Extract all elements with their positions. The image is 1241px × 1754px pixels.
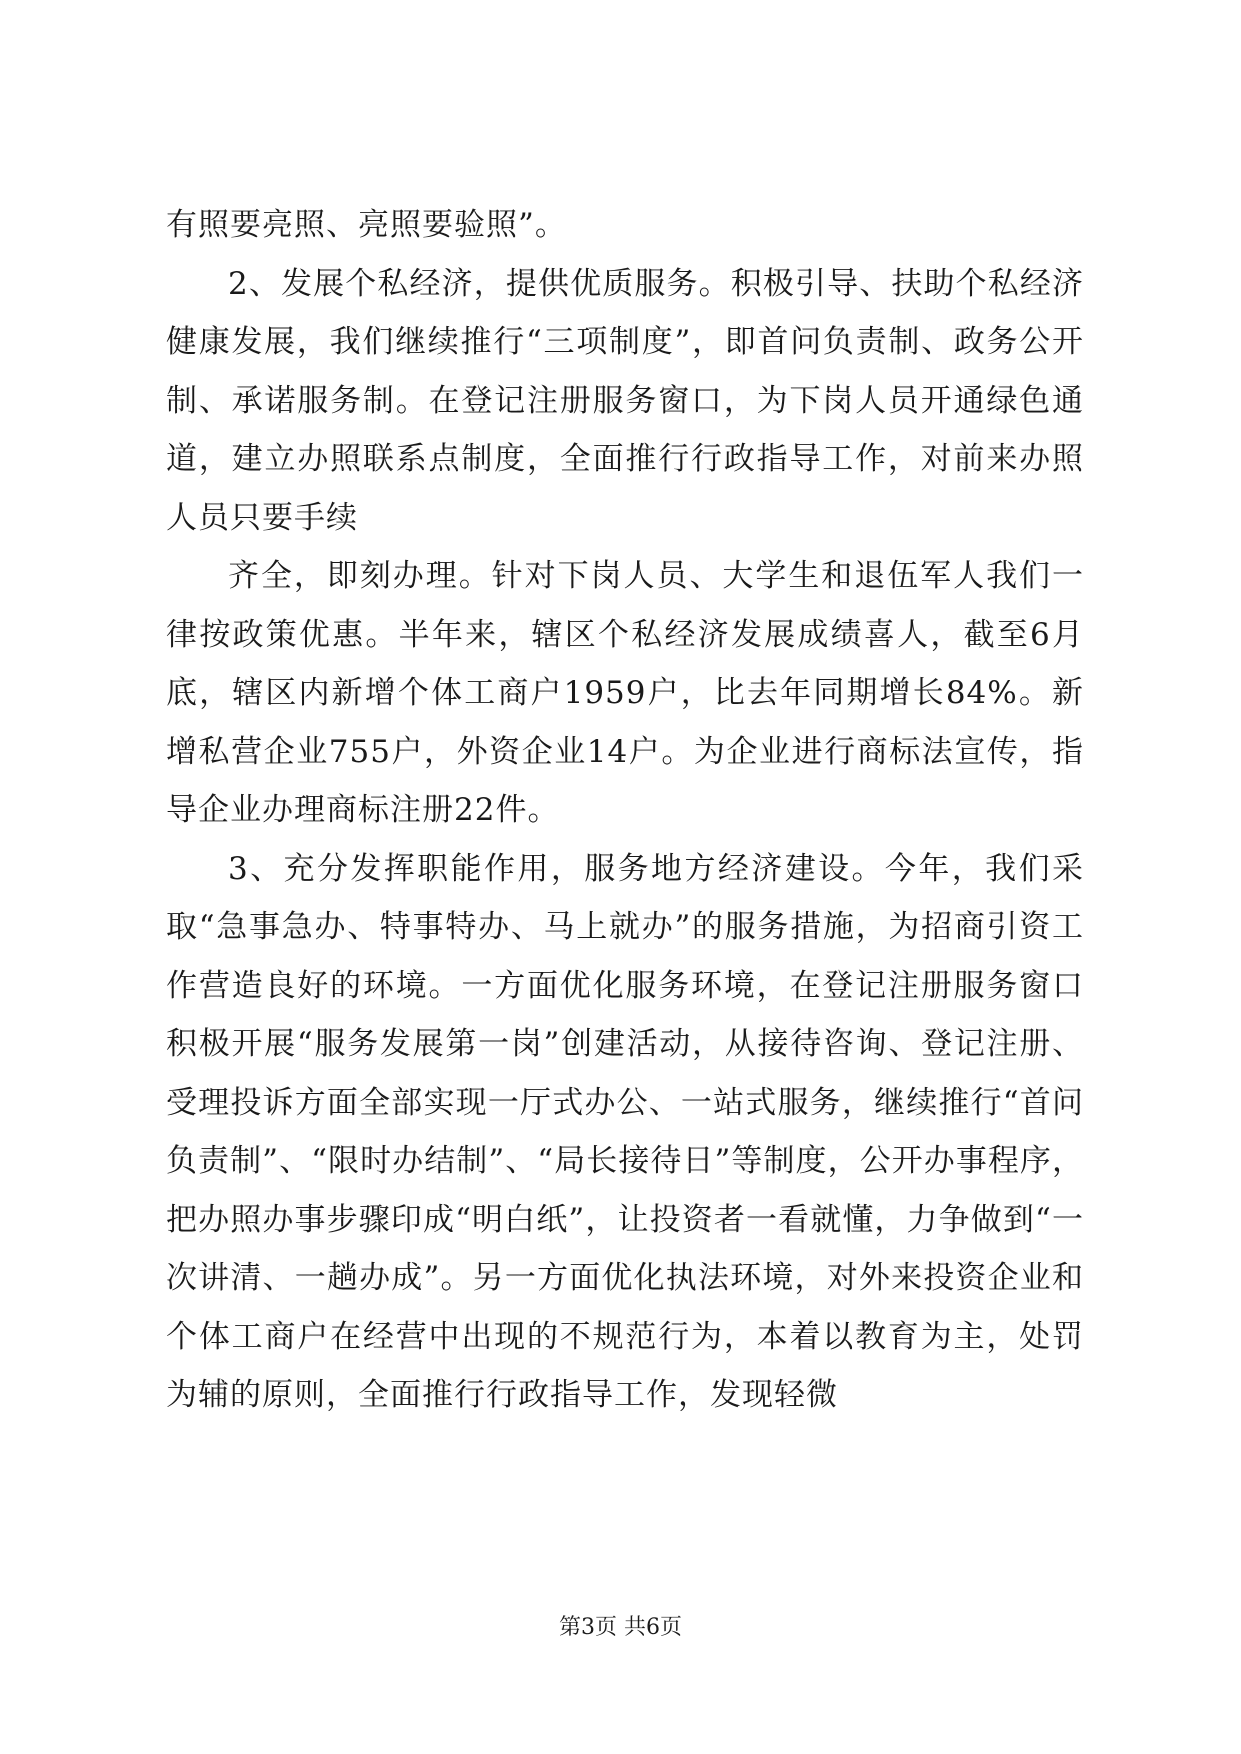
paragraph-3: 齐全，即刻办理。针对下岗人员、大学生和退伍军人我们一律按政策优惠。半年来，辖区个私经济发展成绩喜人，截至6月底，辖区内新增个体工商户1959户，比去年同期增长84%。新增私营企业755户，外资企业14户。为企业进行商标法宣传，指导企业办理商标注册22件。 <box>166 558 1084 828</box>
paragraph-1: 有照要亮照、亮照要验照”。 <box>166 207 567 243</box>
paragraph-4: 3、充分发挥职能作用，服务地方经济建设。今年，我们采取“急事急办、特事特办、马上就办”的服务措施，为招商引资工作营造良好的环境。一方面优化服务环境，在登记注册服务窗口积极开展“服务发展第一岗”创建活动，从接待咨询、登记注册、受理投诉方面全部实现一厅式办公、一站式服务，继续推行“首问负责制”、“限时办结制”、“局长接待日”等制度，公开办事程序，把办照办事步骤印成“明白纸”，让投资者一看就懂，力争做到“一次讲清、一趟办成”。另一方面优化执法环境，对外来投资企业和个体工商户在经营中出现的不规范行为，本着以教育为主，处罚为辅的原则，全面推行行政指导工作，发现轻微 <box>166 850 1084 1413</box>
page-number-footer: 第3页 共6页 <box>559 1615 682 1640</box>
paragraph-2: 2、发展个私经济，提供优质服务。积极引导、扶助个私经济健康发展，我们继续推行“三项制度”，即首问负责制、政务公开制、承诺服务制。在登记注册服务窗口，为下岗人员开通绿色通道，建立办照联系点制度，全面推行行政指导工作，对前来办照人员只要手续 <box>166 265 1084 536</box>
document-body <box>166 196 1084 1425</box>
